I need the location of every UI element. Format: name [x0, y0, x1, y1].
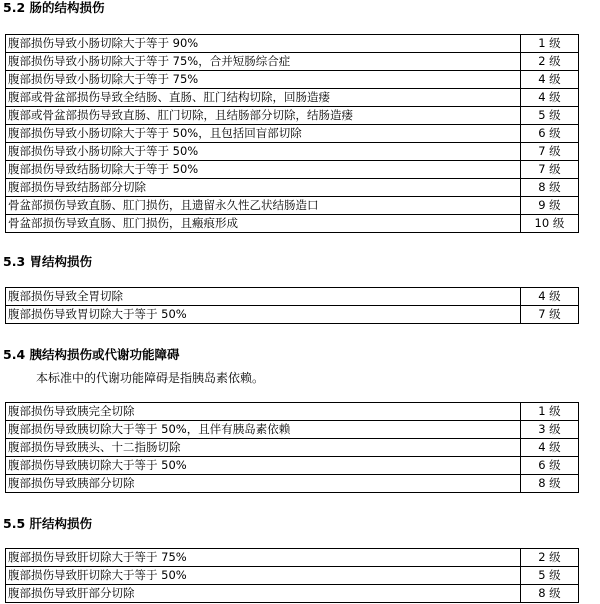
table-row — [6, 475, 579, 493]
table-row — [6, 215, 579, 233]
disability-grade-cell: 2 级 — [520, 53, 578, 71]
disability-grade-cell: 1 级 — [520, 35, 578, 53]
table-row — [6, 53, 579, 71]
disability-grade-cell: 6 级 — [520, 125, 578, 143]
grade-table-stomach — [5, 287, 579, 324]
injury-description-cell: 腹部损伤导致胰切除大于等于 50% — [6, 457, 521, 475]
injury-description-cell: 腹部损伤导致结肠切除大于等于 50% — [6, 161, 521, 179]
table-row — [6, 567, 579, 585]
disability-grade-cell: 7 级 — [520, 143, 578, 161]
table-row — [6, 457, 579, 475]
disability-grade-cell: 2 级 — [520, 549, 578, 567]
table-row — [6, 161, 579, 179]
table-row — [6, 143, 579, 161]
injury-description-cell: 腹部损伤导致全胃切除 — [6, 288, 521, 306]
section-heading-liver: 5.5 肝结构损伤 — [3, 516, 92, 531]
injury-description-cell: 腹部损伤导致胰切除大于等于 50%，且伴有胰岛素依赖 — [6, 421, 521, 439]
disability-grade-cell: 6 级 — [520, 457, 578, 475]
table-row — [6, 549, 579, 567]
injury-description-cell: 腹部损伤导致肝切除大于等于 75% — [6, 549, 521, 567]
injury-description-cell: 腹部损伤导致小肠切除大于等于 50% — [6, 143, 521, 161]
injury-description-cell: 腹部或骨盆部损伤导致全结肠、直肠、肛门结构切除，回肠造瘘 — [6, 89, 521, 107]
disability-grade-cell: 5 级 — [520, 567, 578, 585]
grade-table-intestine — [5, 34, 579, 233]
table-row — [6, 89, 579, 107]
disability-grade-cell: 8 级 — [520, 585, 578, 603]
disability-grade-cell: 8 级 — [520, 179, 578, 197]
disability-grade-cell: 4 级 — [520, 439, 578, 457]
grade-table-pancreas — [5, 402, 579, 493]
table-row — [6, 197, 579, 215]
disability-grade-cell: 3 级 — [520, 421, 578, 439]
table-row — [6, 35, 579, 53]
injury-description-cell: 腹部损伤导致肝部分切除 — [6, 585, 521, 603]
injury-description-cell: 腹部损伤导致结肠部分切除 — [6, 179, 521, 197]
section-heading-pancreas: 5.4 胰结构损伤或代谢功能障碍 — [3, 347, 180, 362]
grade-table-liver — [5, 548, 579, 603]
grade-table-body — [6, 35, 579, 233]
table-row — [6, 421, 579, 439]
disability-grade-cell: 10 级 — [520, 215, 578, 233]
disability-grade-cell: 4 级 — [520, 89, 578, 107]
grade-table-body — [6, 403, 579, 493]
injury-description-cell: 骨盆部损伤导致直肠、肛门损伤，且遗留永久性乙状结肠造口 — [6, 197, 521, 215]
injury-description-cell: 腹部损伤导致小肠切除大于等于 90% — [6, 35, 521, 53]
disability-grade-cell: 9 级 — [520, 197, 578, 215]
disability-grade-cell: 7 级 — [520, 161, 578, 179]
table-row — [6, 179, 579, 197]
injury-description-cell: 腹部损伤导致胰完全切除 — [6, 403, 521, 421]
table-row — [6, 403, 579, 421]
grade-table-body — [6, 288, 579, 324]
section-note-pancreas: 本标准中的代谢功能障碍是指胰岛素依赖。 — [36, 371, 265, 385]
table-row — [6, 107, 579, 125]
injury-description-cell: 骨盆部损伤导致直肠、肛门损伤，且瘢痕形成 — [6, 215, 521, 233]
section-heading-intestine: 5.2 肠的结构损伤 — [3, 0, 105, 15]
disability-grade-cell: 8 级 — [520, 475, 578, 493]
disability-grade-cell: 4 级 — [520, 71, 578, 89]
injury-description-cell: 腹部损伤导致小肠切除大于等于 75%，合并短肠综合症 — [6, 53, 521, 71]
injury-description-cell: 腹部损伤导致肝切除大于等于 50% — [6, 567, 521, 585]
table-row — [6, 306, 579, 324]
injury-description-cell: 腹部损伤导致胰部分切除 — [6, 475, 521, 493]
section-heading-stomach: 5.3 胃结构损伤 — [3, 254, 92, 269]
injury-description-cell: 腹部损伤导致胰头、十二指肠切除 — [6, 439, 521, 457]
table-row — [6, 288, 579, 306]
table-row — [6, 585, 579, 603]
injury-description-cell: 腹部损伤导致胃切除大于等于 50% — [6, 306, 521, 324]
injury-description-cell: 腹部损伤导致小肠切除大于等于 75% — [6, 71, 521, 89]
grade-table-body — [6, 549, 579, 603]
disability-grade-cell: 4 级 — [520, 288, 578, 306]
injury-description-cell: 腹部损伤导致小肠切除大于等于 50%，且包括回盲部切除 — [6, 125, 521, 143]
disability-grade-cell: 7 级 — [520, 306, 578, 324]
disability-grade-cell: 5 级 — [520, 107, 578, 125]
table-row — [6, 125, 579, 143]
table-row — [6, 71, 579, 89]
table-row — [6, 439, 579, 457]
injury-description-cell: 腹部或骨盆部损伤导致直肠、肛门切除，且结肠部分切除，结肠造瘘 — [6, 107, 521, 125]
disability-grade-cell: 1 级 — [520, 403, 578, 421]
